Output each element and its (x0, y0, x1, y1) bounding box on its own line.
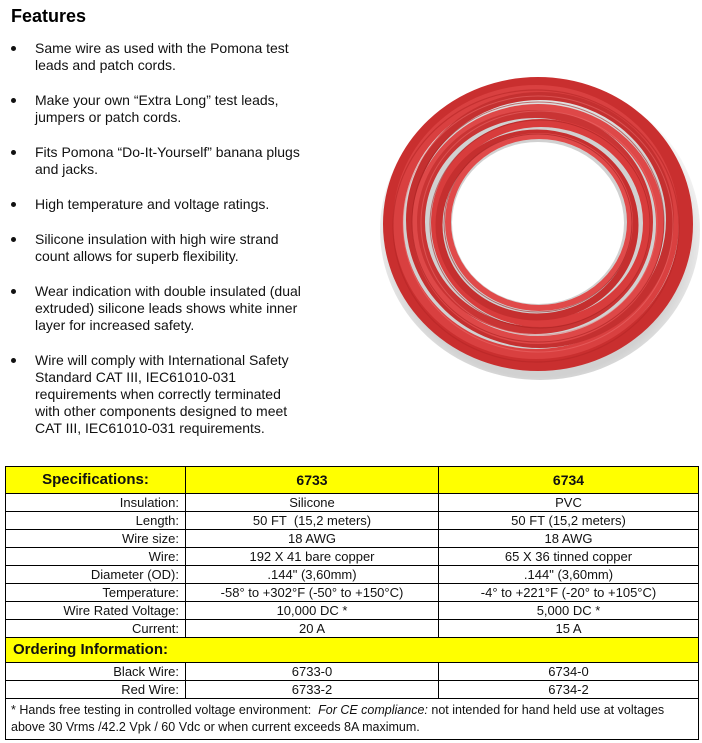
footnote-text: * Hands free testing in controlled voltage environment: (11, 703, 319, 717)
feature-text: extruded) silicone leads shows white inner (35, 300, 298, 316)
part-number: 6734-2 (439, 681, 699, 699)
feature-text: requirements when correctly terminated (35, 386, 281, 402)
spec-label: Temperature: (6, 584, 186, 602)
part-number: 6733-0 (186, 663, 439, 681)
bullet-icon (11, 150, 16, 155)
ordering-label: Black Wire: (6, 663, 186, 681)
spec-label: Current: (6, 620, 186, 638)
bullet-icon (11, 237, 16, 242)
feature-text: with other components designed to meet (35, 403, 288, 419)
spec-value: .144" (3,60mm) (186, 566, 439, 584)
spec-value: .144" (3,60mm) (439, 566, 699, 584)
spec-value: -58° to +302°F (-50° to +150°C) (186, 584, 439, 602)
feature-text: count allows for superb flexibility. (35, 248, 239, 264)
part-number: 6734-0 (439, 663, 699, 681)
spec-header-row (6, 467, 699, 494)
footnote-text: not intended for hand held use at voltages above 30 Vrms /42.2 Vpk / 60 Vdc or when current exceeds 8A maximum. (11, 703, 665, 734)
spec-value: 15 A (439, 620, 699, 638)
feature-item (0, 144, 340, 178)
spec-value: 192 X 41 bare copper (186, 548, 439, 566)
specifications-heading: Specifications: (6, 467, 186, 494)
part-number: 6733-2 (186, 681, 439, 699)
feature-text: Standard CAT III, IEC61010-031 (35, 369, 237, 385)
spec-row (6, 620, 699, 638)
feature-text: Same wire as used with the Pomona test (35, 40, 289, 56)
ce-compliance-label: For CE compliance: (318, 703, 428, 717)
feature-text: Wire will comply with International Safety (35, 352, 289, 368)
specifications-table (5, 466, 699, 740)
ordering-row (6, 681, 699, 699)
feature-item (0, 352, 340, 437)
spec-row (6, 548, 699, 566)
spec-value: 50 FT (15,2 meters) (186, 512, 439, 530)
ordering-row (6, 663, 699, 681)
ordering-info-heading: Ordering Information: (6, 638, 699, 663)
ordering-label: Red Wire: (6, 681, 186, 699)
spec-label: Insulation: (6, 494, 186, 512)
spec-row (6, 584, 699, 602)
spec-value: -4° to +221°F (-20° to +105°C) (439, 584, 699, 602)
spec-value: 50 FT (15,2 meters) (439, 512, 699, 530)
model-6733-heading: 6733 (186, 467, 439, 494)
spec-row (6, 566, 699, 584)
spec-value: 20 A (186, 620, 439, 638)
feature-text: jumpers or patch cords. (35, 109, 182, 125)
feature-text: High temperature and voltage ratings. (35, 196, 270, 212)
footnote-row (6, 699, 699, 740)
bullet-icon (11, 358, 16, 363)
features-title: Features (11, 6, 87, 26)
bullet-icon (11, 98, 16, 103)
spec-value: 10,000 DC * (186, 602, 439, 620)
feature-item (0, 231, 340, 265)
feature-text: Silicone insulation with high wire strand (35, 231, 279, 247)
spec-label: Wire size: (6, 530, 186, 548)
spec-label: Diameter (OD): (6, 566, 186, 584)
ordering-info-header-row (6, 638, 699, 663)
spec-value: 18 AWG (439, 530, 699, 548)
bullet-icon (11, 202, 16, 207)
feature-item (0, 40, 340, 74)
spec-value: 18 AWG (186, 530, 439, 548)
feature-item (0, 92, 340, 126)
spec-row (6, 494, 699, 512)
feature-list (0, 40, 340, 455)
spec-value: 5,000 DC * (439, 602, 699, 620)
feature-text: layer for increased safety. (35, 317, 195, 333)
bullet-icon (11, 289, 16, 294)
spec-row (6, 512, 699, 530)
footnote (6, 699, 699, 740)
bullet-icon (11, 46, 16, 51)
wire-coil-image (378, 52, 702, 382)
feature-text: Make your own “Extra Long” test leads, (35, 92, 279, 108)
spec-value: Silicone (186, 494, 439, 512)
feature-item (0, 196, 340, 213)
model-6734-heading: 6734 (439, 467, 699, 494)
feature-text: leads and patch cords. (35, 57, 176, 73)
spec-row (6, 602, 699, 620)
spec-label: Wire Rated Voltage: (6, 602, 186, 620)
spec-label: Wire: (6, 548, 186, 566)
feature-item (0, 283, 340, 334)
spec-value: 65 X 36 tinned copper (439, 548, 699, 566)
feature-text: Fits Pomona “Do-It-Yourself” banana plugs (35, 144, 300, 160)
spec-label: Length: (6, 512, 186, 530)
spec-value: PVC (439, 494, 699, 512)
spec-row (6, 530, 699, 548)
feature-text: Wear indication with double insulated (dual (35, 283, 301, 299)
feature-text: and jacks. (35, 161, 99, 177)
feature-text: CAT III, IEC61010-031 requirements. (35, 420, 265, 436)
